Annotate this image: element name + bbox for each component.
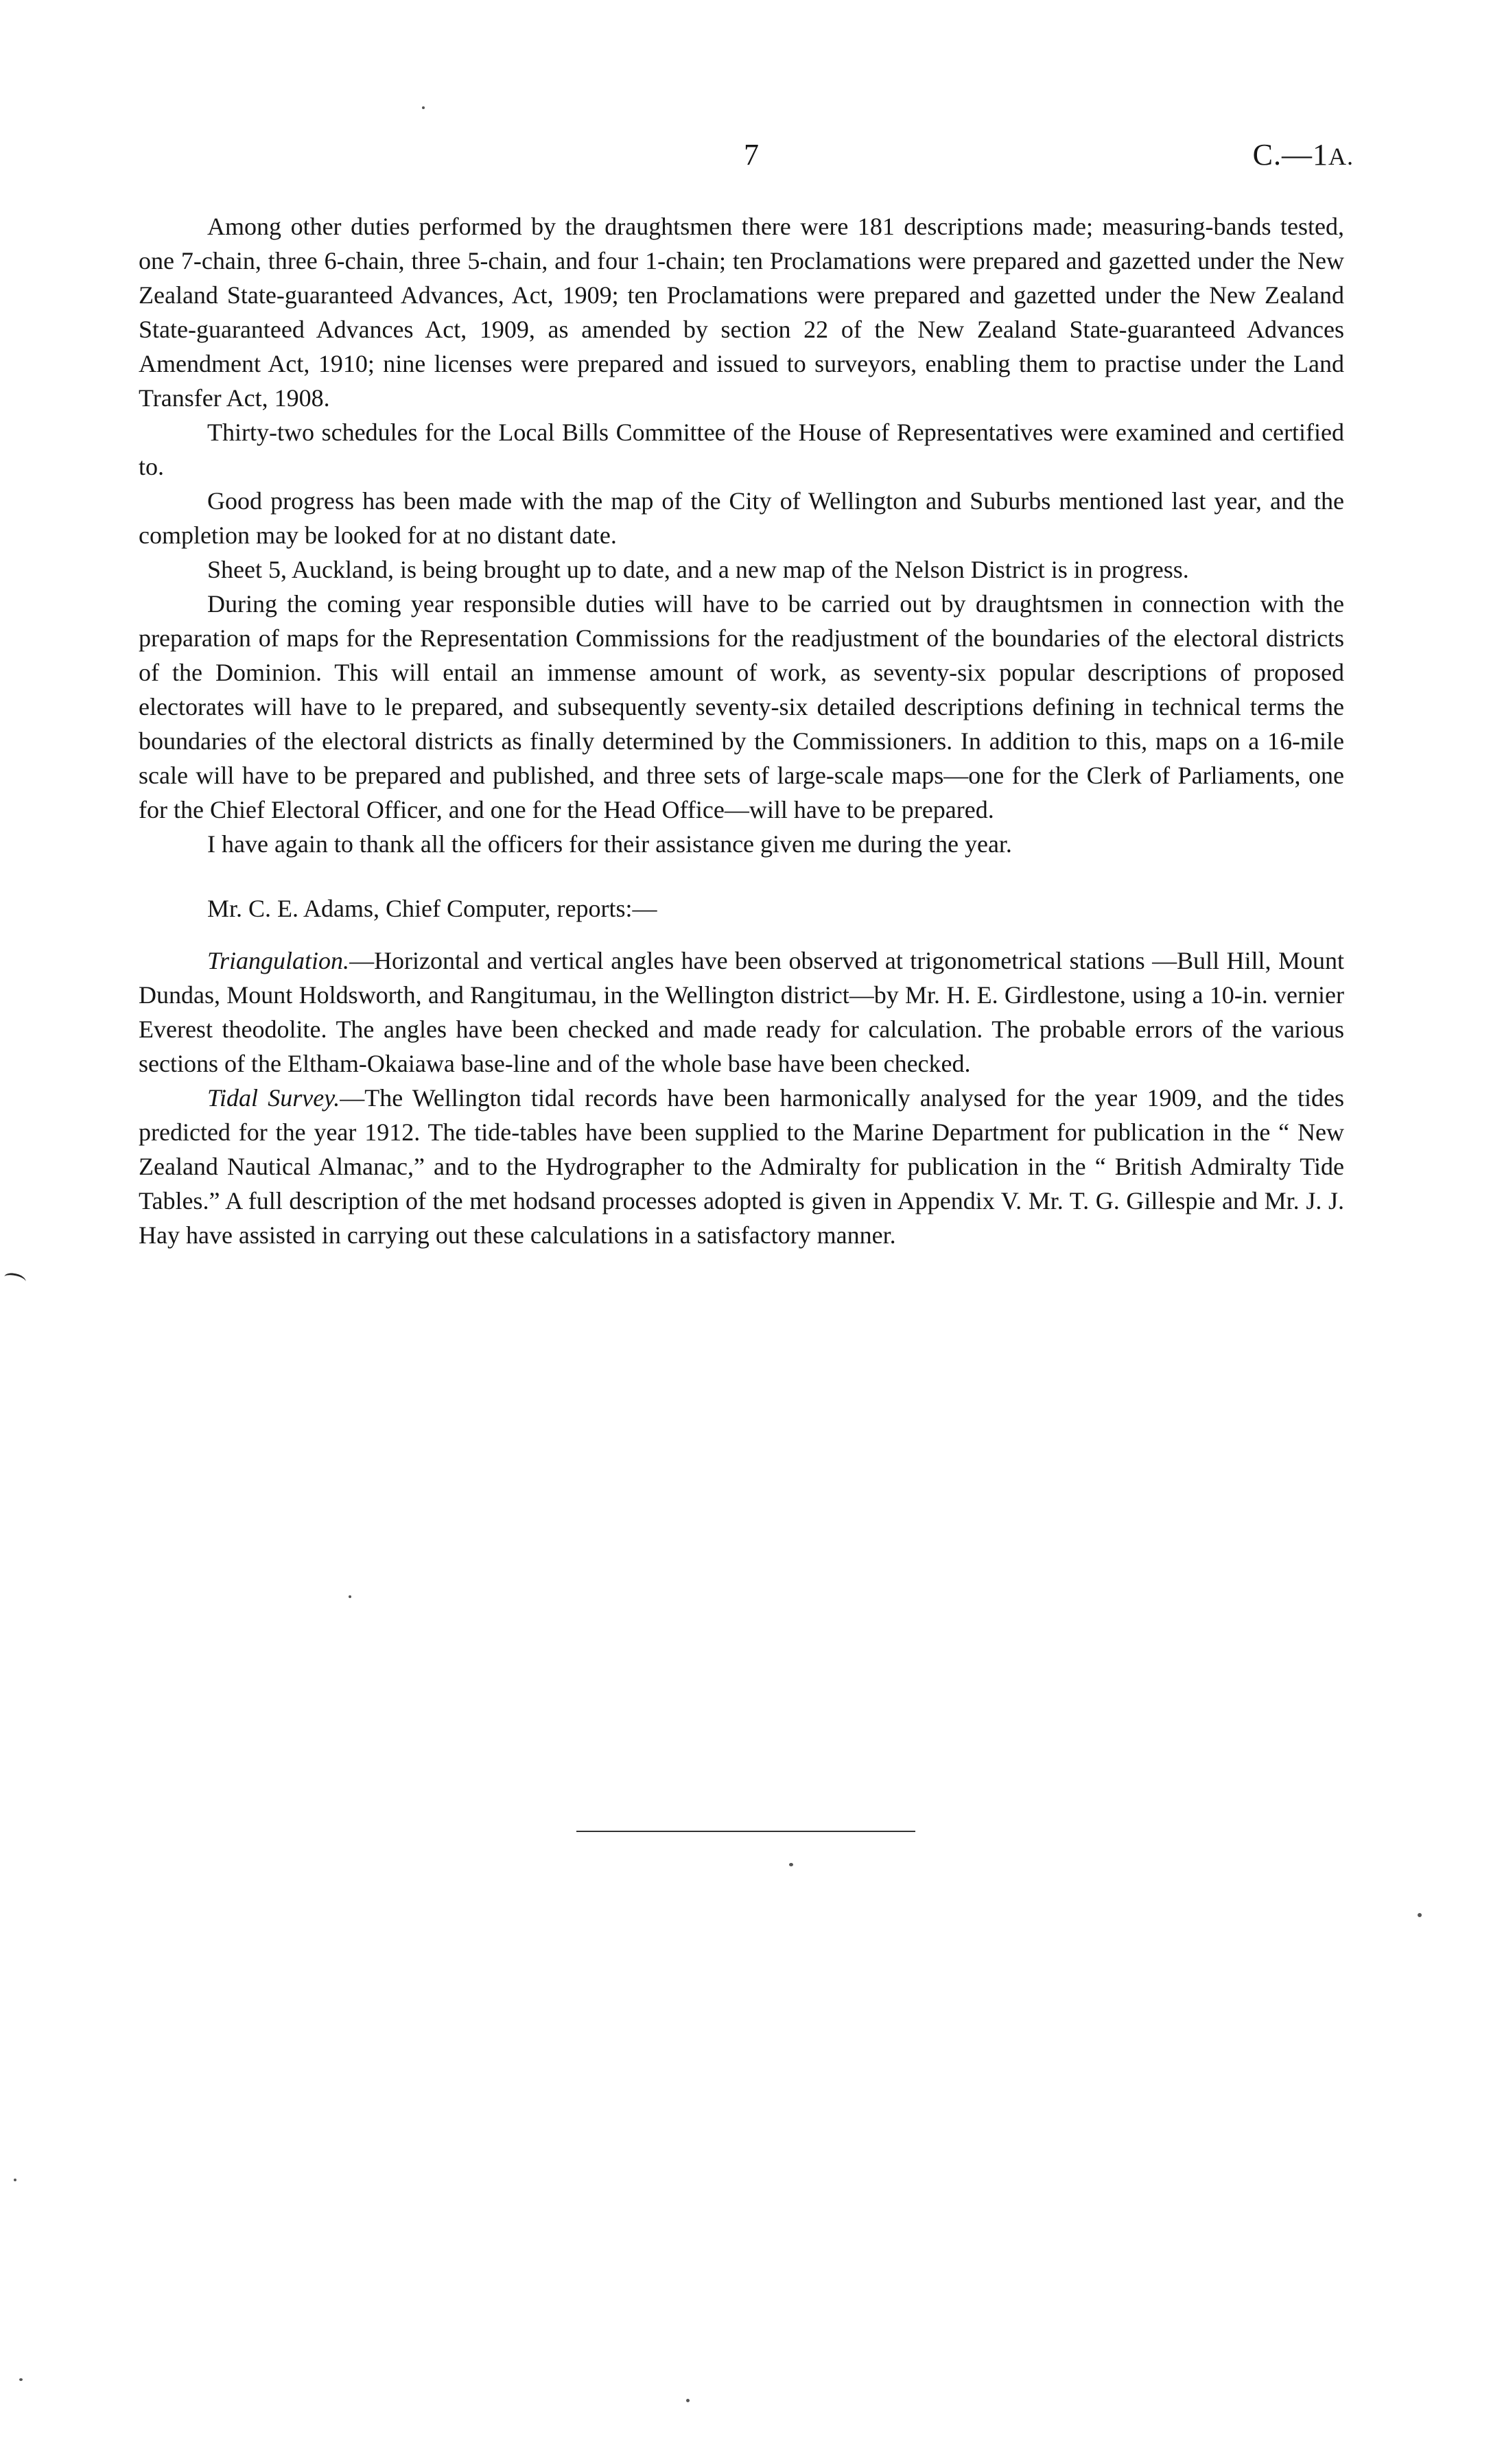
section-divider-rule — [576, 1831, 915, 1832]
paragraph-thanks: I have again to thank all the officers for their assistance given me during the year. — [207, 830, 1012, 858]
scan-speck — [14, 2179, 16, 2181]
scan-speck — [1418, 1913, 1422, 1917]
paragraph-wellington-map: Good progress has been made with the map of the City of Wellington and Suburbs mentioned last year, and the completion may be looked for at no distant date. — [139, 487, 1344, 549]
paragraph-local-bills: Thirty-two schedules for the Local Bills Committee of the House of Representatives were examined and certified to. — [139, 419, 1344, 480]
paragraph-triangulation — [139, 943, 1344, 1081]
paragraph-tidal-survey — [139, 1081, 1344, 1252]
margin-pencil-mark — [3, 1272, 27, 1287]
paragraph-sheet-5: Sheet 5, Auckland, is being brought up to date, and a new map of the Nelson District is in progress. — [207, 556, 1189, 583]
scan-speck — [19, 2378, 23, 2381]
document-code-suffix: A. — [1328, 143, 1354, 170]
tidal-survey-text: —The Wellington tidal records have been harmonically analysed for the year 1909, and the tides predicted for the year 1912. The tide-tables have been supplied to the Marine Department for publication in the “ New Zealand Nautical Almanac,” and to the Hydrographer to the Admiralty for publication in the “ British Admiralty Tide Tables.” A full description of the met hodsand processes adopted is given in Appendix V. Mr. T. G. Gillespie and Mr. J. J. Hay have assisted in carrying out these calculations in a satisfactory manner. — [139, 1084, 1344, 1249]
document-code-main: C.—1 — [1252, 138, 1328, 172]
scan-speck — [422, 106, 425, 109]
paragraph-coming-year: During the coming year responsible duties will have to be carried out by draughtsmen in connection with the preparation of maps for the Representation Commissions for the readjustment of the boundaries of the electoral districts of the Dominion. This will entail an immense amount of work, as seventy-six popular descriptions of proposed electorates will have to le prepared, and subsequently seventy-six detailed descriptions defining in technical terms the boundaries of the electoral districts as finally determined by the Commissioners. In addition to this, maps on a 16-mile scale will have to be prepared and published, and three sets of large-scale maps—one for the Clerk of Parliaments, one for the Chief Electoral Officer, and one for the Head Office—will have to be prepared. — [139, 590, 1344, 823]
paragraph-chief-computer: Mr. C. E. Adams, Chief Computer, reports:— — [207, 895, 657, 922]
triangulation-text: —Horizontal and vertical angles have been observed at trigonometrical stations —Bull Hill, Mount Dundas, Mount Holdsworth, and Rangitumau, in the Wellington district—by Mr. H. E. Girdlestone, using a 10-in. vernier Everest theodolite. The angles have been checked and made ready for calculation. The probable errors of the various sections of the Eltham-Okaiawa base-line and of the whole base have been checked. — [139, 947, 1344, 1077]
triangulation-heading: Triangulation. — [207, 947, 350, 974]
scan-speck — [686, 2399, 690, 2402]
tidal-survey-heading: Tidal Survey. — [207, 1084, 340, 1112]
scan-speck — [349, 1595, 351, 1598]
report-body — [139, 209, 1344, 1252]
scan-speck — [789, 1863, 793, 1866]
document-code — [1253, 137, 1354, 172]
paragraph-draughtsmen-duties: Among other duties performed by the draughtsmen there were 181 descriptions made; measuring-bands tested, one 7-chain, three 6-chain, three 5-chain, and four 1-chain; ten Proclamations were prepared and gazetted under the New Zealand State-guaranteed Advances, Act, 1909; ten Proclamations were prepared and gazetted under the New Zealand State-guaranteed Advances Act, 1909, as amended by section 22 of the New Zealand State-guaranteed Advances Amendment Act, 1910; nine licenses were prepared and issued to surveyors, enabling them to practise under the Land Transfer Act, 1908. — [139, 213, 1344, 412]
page-number: 7 — [744, 138, 759, 172]
